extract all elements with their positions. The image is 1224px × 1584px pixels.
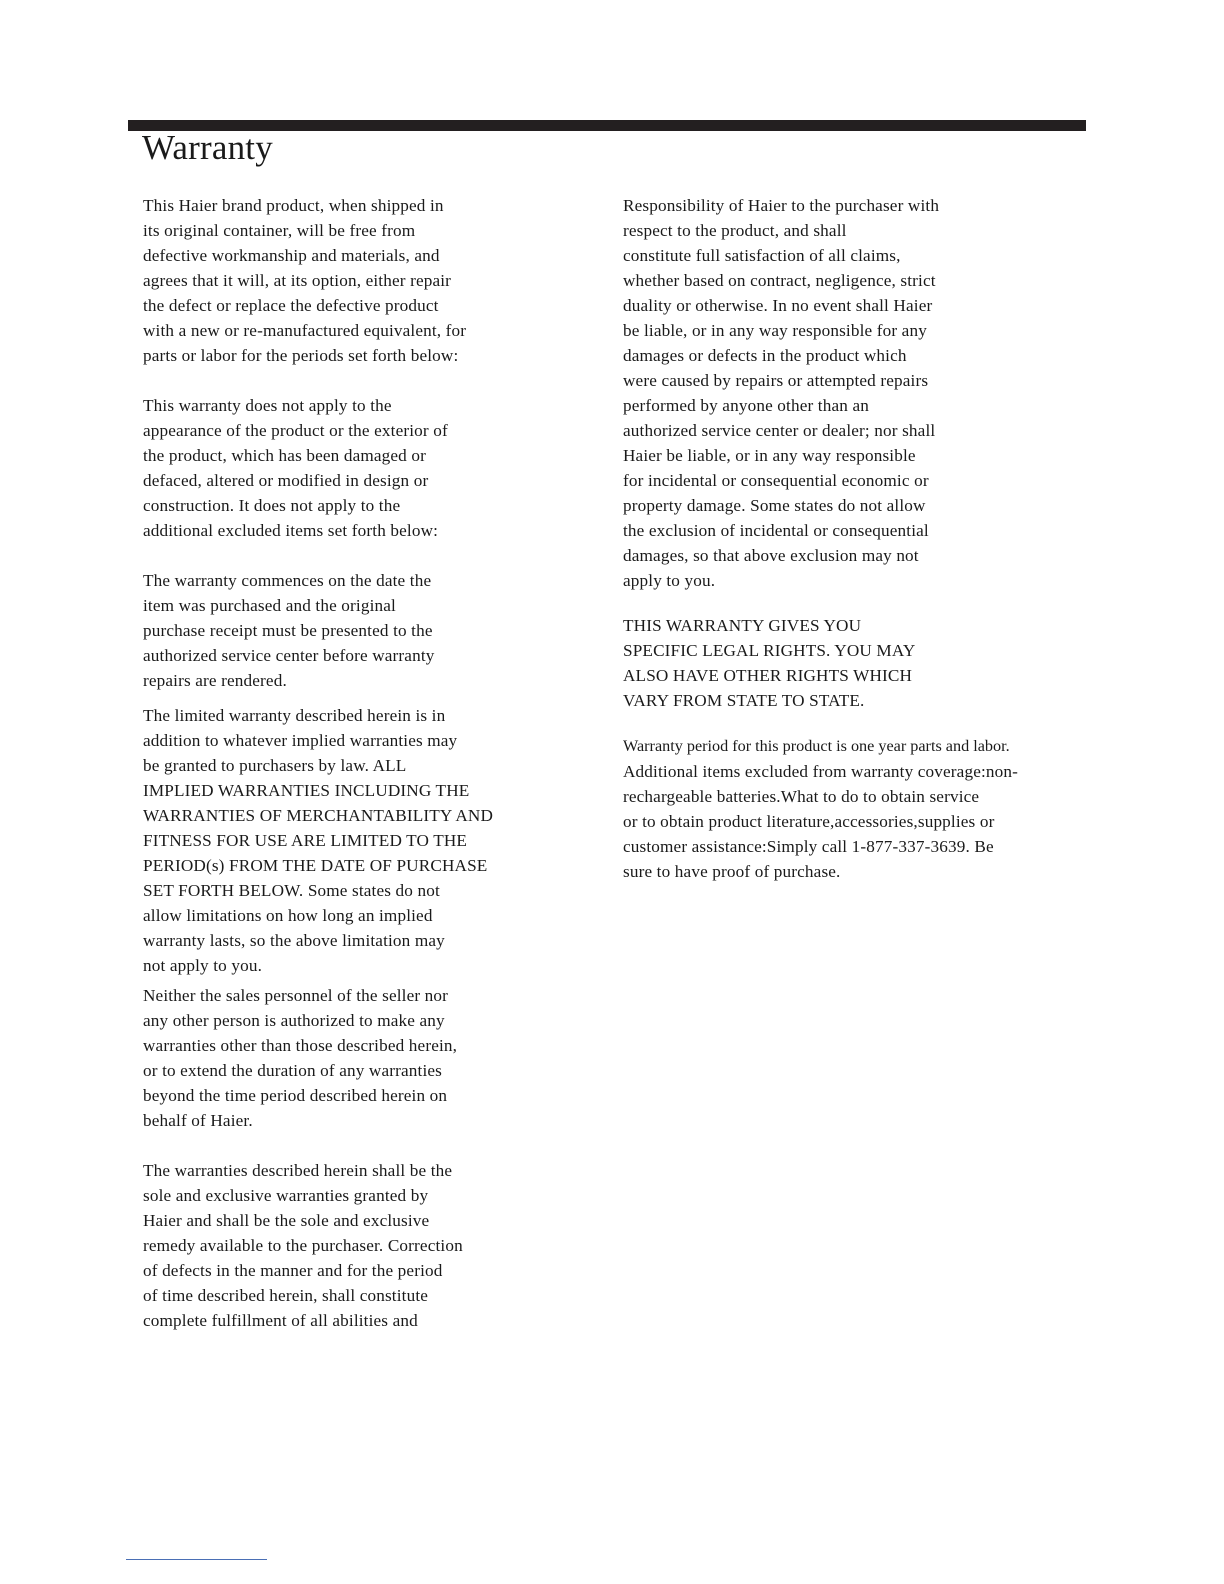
page-title: Warranty bbox=[142, 128, 273, 167]
footer-rule bbox=[126, 1559, 267, 1560]
paragraph-product-warranty: This Haier brand product, when shipped in its original container, will be free from defective workmanship and materials, and agrees that it will, at its option, either repair the defect or replace the defective product with a new or re-manufactured equivalent, for parts or labor for the periods set forth below: bbox=[143, 196, 467, 365]
paragraph-service-info: Additional items excluded from warranty coverage:non- rechargeable batteries.What to do to obtain service or to obtain product literature,accessories,supplies or customer assistance:Simply call 1-877-337-3639. Be sure to have proof of purchase. bbox=[623, 762, 1019, 881]
left-column bbox=[143, 193, 543, 1333]
paragraph-sales-personnel: Neither the sales personnel of the seller nor any other person is authorized to make any warranties other than those described herein, or to extend the duration of any warranties beyond the time period described herein on behalf of Haier. bbox=[143, 986, 458, 1130]
warranty-period-line: Warranty period for this product is one year parts and labor. bbox=[623, 737, 1010, 755]
paragraph-exclusions: This warranty does not apply to the appearance of the product or the exterior of the product, which has been damaged or defaced, altered or modified in design or construction. It does not apply to the additional excluded items set forth below: bbox=[143, 396, 448, 540]
paragraph-implied-warranties: The limited warranty described herein is in addition to whatever implied warranties may be granted to purchasers by law. ALL IMPLIED WARRANTIES INCLUDING THE WARRANTIES OF MERCHANTABILITY AND FITNESS FOR USE ARE LIMITED TO THE PERIOD(s) FROM THE DATE OF PURCHASE SET FORTH BELOW. Some states do not allow limitations on how long an implied warranty lasts, so the above limitation may not apply to you. bbox=[143, 706, 494, 975]
paragraph-responsibility: Responsibility of Haier to the purchaser with respect to the product, and shall constitute full satisfaction of all claims, whether based on contract, negligence, strict duality or otherwise. In no event shall Haier be liable, or in any way responsible for any damages or defects in the product which were caused by repairs or attempted repairs performed by anyone other than an authorized service center or dealer; nor shall Haier be liable, or in any way responsible for incidental or consequential economic or property damage. Some states do not allow the exclusion of incidental or consequential damages, so that above exclusion may not apply to you. bbox=[623, 196, 940, 590]
paragraph-sole-warranties: The warranties described herein shall be the sole and exclusive warranties granted by Haier and shall be the sole and exclusive remedy available to the purchaser. Correction of defects in the manner and for the period of time described herein, shall constitute complete fulfillment of all abilities and bbox=[143, 1161, 463, 1330]
paragraph-commencement: The warranty commences on the date the item was purchased and the original purchase receipt must be presented to the authorized service center before warranty repairs are rendered. bbox=[143, 571, 435, 690]
right-column bbox=[623, 193, 1063, 884]
paragraph-warranty-period bbox=[623, 733, 1063, 759]
paragraph-legal-rights: THIS WARRANTY GIVES YOU SPECIFIC LEGAL RIGHTS. YOU MAY ALSO HAVE OTHER RIGHTS WHICH VARY FROM STATE TO STATE. bbox=[623, 616, 916, 710]
